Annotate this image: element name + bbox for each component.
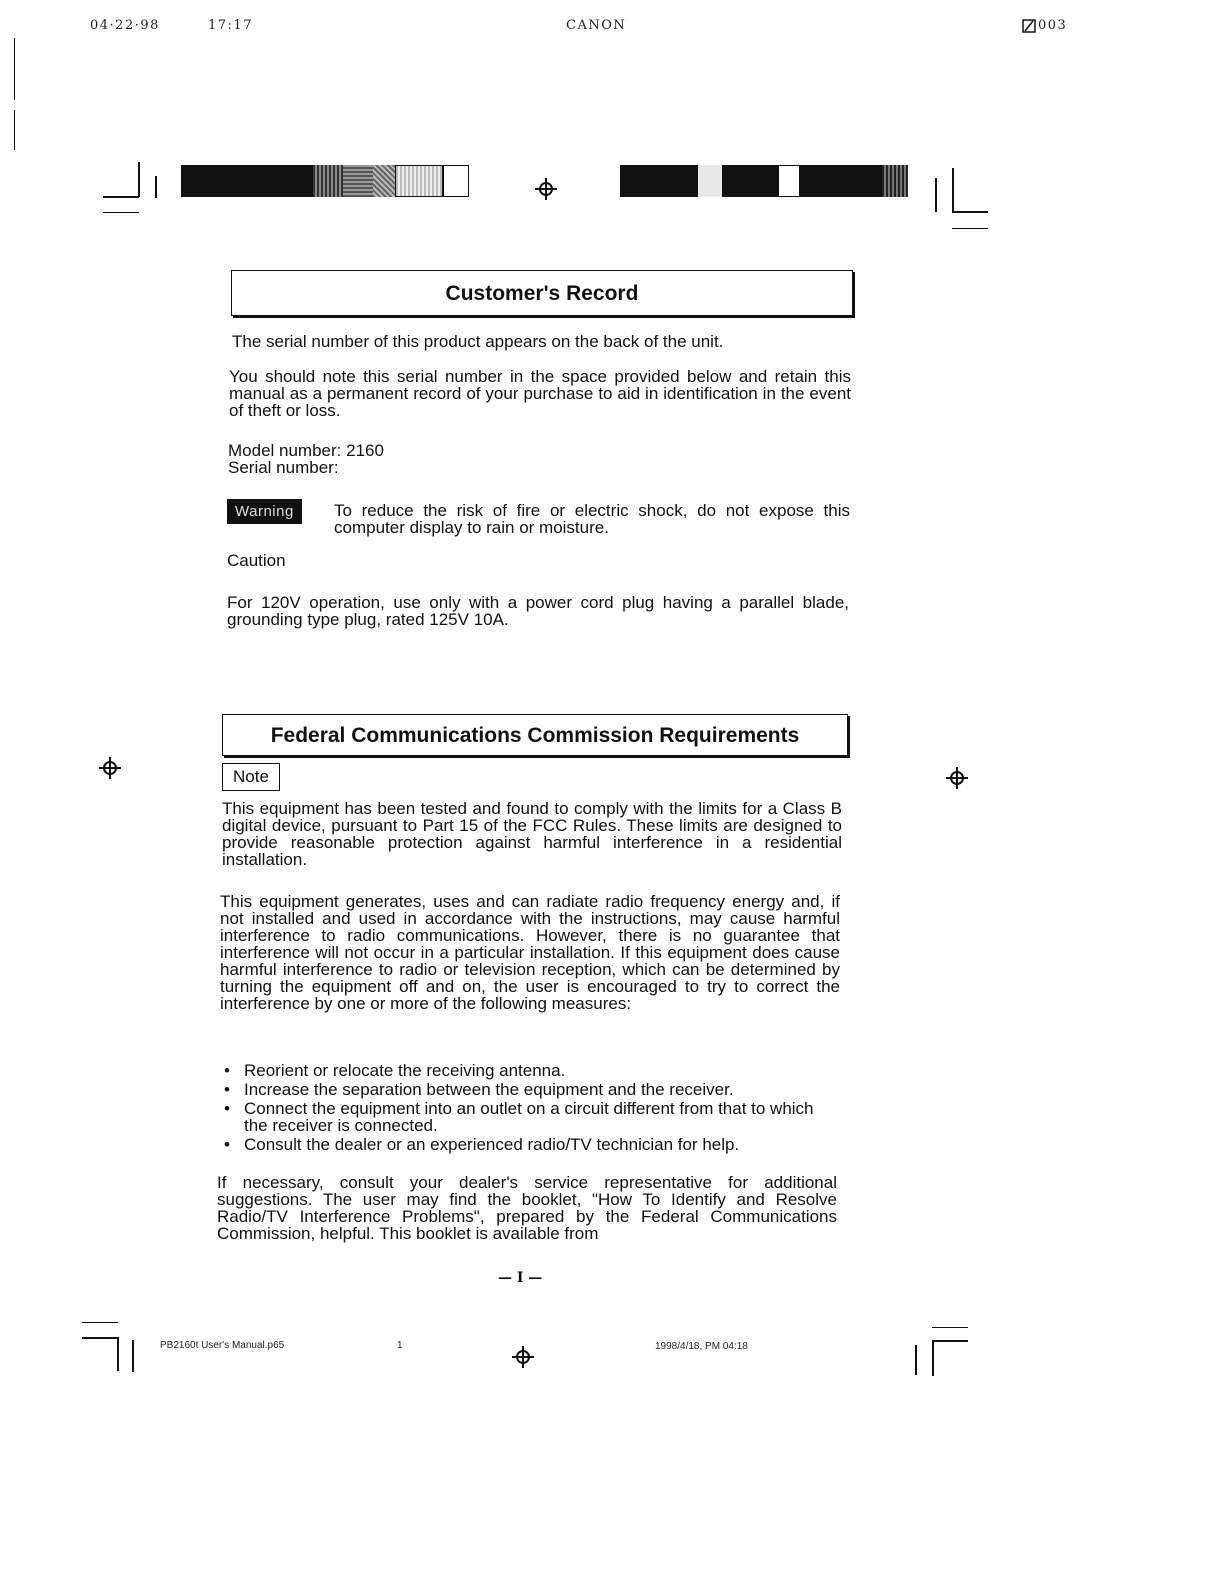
warning-badge — [227, 499, 302, 524]
margin-mark — [14, 110, 15, 150]
measures-list — [220, 1062, 840, 1155]
crosshair-registration-icon — [535, 178, 557, 200]
note-label: Note — [233, 767, 269, 786]
warning-text: To reduce the risk of fire or electric shock, do not expose this computer display to rain or moisture. — [334, 501, 850, 537]
customers-record-heading — [231, 270, 853, 316]
checkbox-slash-icon — [1022, 19, 1036, 33]
crosshair-registration-icon — [946, 767, 968, 789]
model-number-line: Model number: 2160 — [228, 441, 384, 460]
fcc-booklet-text: If necessary, consult your dealer's service representative for additional suggestions. The user may find the booklet, "How To Identify and Resolve Radio/TV Interference Problems", prepared by the Federal Communications Commission, helpful. This booklet is available from — [217, 1173, 837, 1243]
margin-mark — [14, 38, 15, 100]
list-item: • Consult the dealer or an experienced radio/TV technician for help. — [220, 1136, 840, 1153]
fax-page-number: 003 — [1038, 18, 1068, 33]
footer-filename: PB2160t User's Manual.p65 — [160, 1340, 285, 1351]
customers-record-title: Customer's Record — [445, 282, 639, 305]
fcc-heading — [222, 714, 848, 756]
page-number: — I — — [498, 1270, 543, 1286]
fcc-title: Federal Communications Commission Requirements — [270, 724, 800, 747]
serial-location-text: The serial number of this product appears on the back of the unit. — [232, 332, 724, 351]
footer-page: 1 — [397, 1340, 403, 1351]
crosshair-registration-icon — [99, 757, 121, 779]
caution-label: Caution — [227, 551, 286, 570]
fcc-compliance-text: This equipment has been tested and found to comply with the limits for a Class B digital device, pursuant to Part 15 of the FCC Rules. These limits are designed to provide reasonable protection against harmful interference in a residential installation. — [222, 799, 842, 869]
fcc-interference-text: This equipment generates, uses and can radiate radio frequency energy and, if not installed and used in accordance with the instructions, may cause harmful interference to radio communications. However, there is no guarantee that interference will not occur in a particular installation. If this equipment does cause harmful interference to radio or television reception, which can be determined by turning the equipment off and on, the user is encouraged to try to correct the interference by one or more of the following measures: — [220, 892, 840, 1013]
warning-label: Warning — [235, 503, 294, 520]
serial-note-text: You should note this serial number in the space provided below and retain this manual as a permanent record of your purchase to aid in identification in the event of theft or loss. — [229, 367, 851, 420]
footer-timestamp: 1998/4/18, PM 04:18 — [655, 1341, 748, 1352]
list-item: • Increase the separation between the equipment and the receiver. — [220, 1081, 840, 1098]
fax-time: 17:17 — [208, 18, 253, 33]
list-item: • Connect the equipment into an outlet on a circuit different from that to which the receiver is connected. — [220, 1100, 840, 1134]
fax-date: 04·22·98 — [90, 18, 160, 33]
note-box — [222, 763, 280, 791]
serial-number-line: Serial number: — [228, 458, 339, 477]
fax-sender: CANON — [566, 18, 627, 33]
caution-text: For 120V operation, use only with a power cord plug having a parallel blade, grounding type plug, rated 125V 10A. — [227, 593, 849, 629]
list-item: • Reorient or relocate the receiving antenna. — [220, 1062, 840, 1079]
crosshair-registration-icon — [512, 1346, 534, 1368]
fax-page-indicator — [1022, 18, 1067, 33]
